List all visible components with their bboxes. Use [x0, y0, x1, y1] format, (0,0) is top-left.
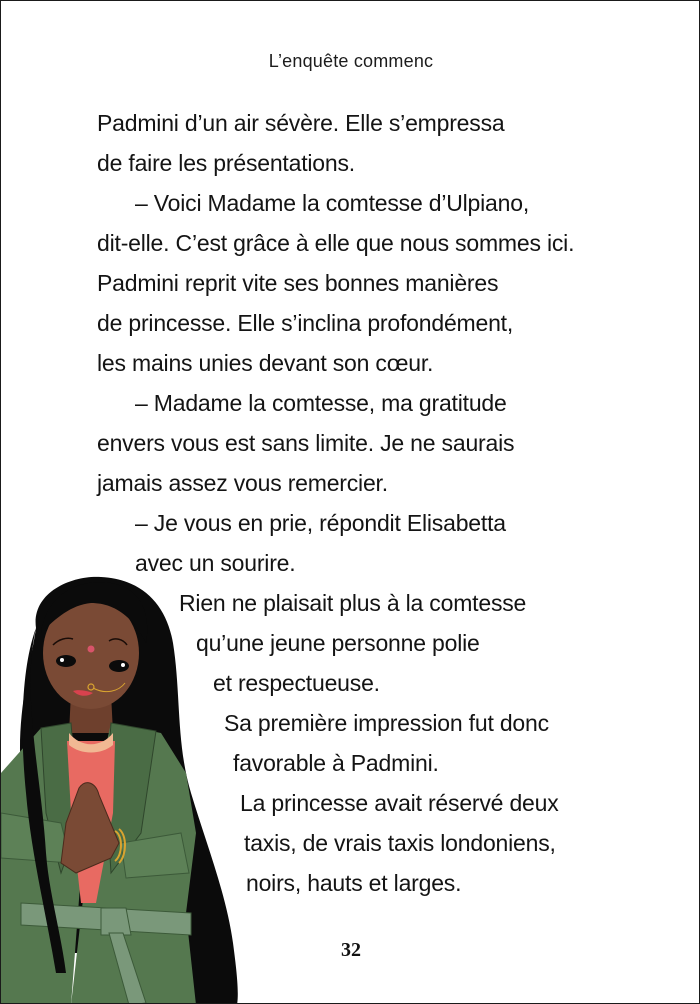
text-line: envers vous est sans limite. Je ne saurais [97, 430, 515, 456]
text-line: – Madame la comtesse, ma gratitude [135, 390, 507, 416]
text-line: Sa première impression fut donc [224, 710, 549, 736]
text-line: jamais assez vous remercier. [97, 470, 388, 496]
text-line: taxis, de vrais taxis londoniens, [244, 830, 556, 856]
eye-icon [56, 655, 76, 667]
text-line: avec un sourire. [135, 550, 296, 576]
text-line: dit-elle. C’est grâce à elle que nous sommes ici. [97, 230, 575, 256]
text-line: favorable à Padmini. [233, 750, 439, 776]
text-line: La princesse avait réservé deux [240, 790, 559, 816]
text-line: – Je vous en prie, répondit Elisabetta [135, 510, 506, 536]
running-head: L’enquête commenc [268, 51, 434, 71]
text-line: de faire les présentations. [97, 150, 355, 176]
text-line: Padmini d’un air sévère. Elle s’empressa [97, 110, 505, 136]
text-line: Padmini reprit vite ses bonnes manières [97, 270, 499, 296]
page-number: 32 [341, 939, 361, 961]
text-line: de princesse. Elle s’inclina profondément, [97, 310, 514, 336]
text-line: les mains unies devant son cœur. [97, 350, 434, 376]
text-line: noirs, hauts et larges. [246, 870, 462, 896]
text-line: et respectueuse. [213, 670, 380, 696]
text-line: Rien ne plaisait plus à la comtesse [179, 590, 527, 616]
bindi-icon [88, 646, 95, 653]
text-line: qu’une jeune personne polie [196, 630, 480, 656]
text-line: – Voici Madame la comtesse d’Ulpiano, [135, 190, 530, 216]
